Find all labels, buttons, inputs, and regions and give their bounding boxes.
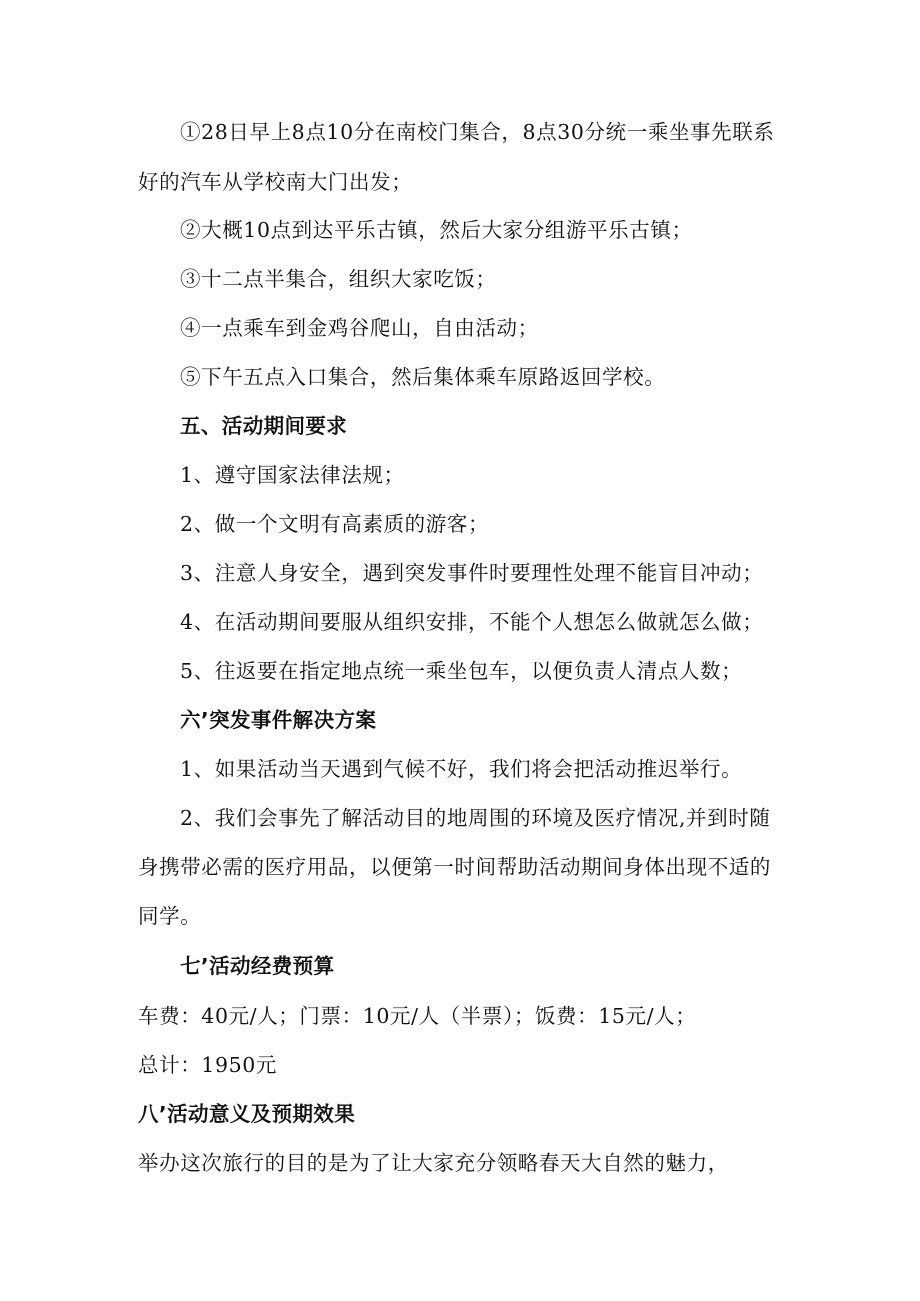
schedule-item-1: ①28日早上8点10分在南校门集合，8点30分统一乘坐事先联系 (180, 120, 775, 144)
schedule-item-5: ⑤下午五点入口集合，然后集体乘车原路返回学校。 (180, 365, 666, 389)
schedule-item-3: ③十二点半集合，组织大家吃饭； (180, 267, 497, 291)
requirement-4: 4、在活动期间要服从组织安排，不能个人想怎么做就怎么做； (180, 610, 764, 634)
section-heading-5: 五、活动期间要求 (180, 414, 348, 438)
solution-2: 2、我们会事先了解活动目的地周围的环境及医疗情况,并到时随 (180, 806, 771, 830)
requirement-5: 5、往返要在指定地点统一乘坐包车，以便负责人清点人数； (180, 659, 743, 683)
requirement-1: 1、遵守国家法律法规； (180, 463, 405, 487)
section-heading-7: 七’活动经费预算 (180, 954, 335, 978)
solution-2-end: 同学。 (138, 904, 202, 928)
schedule-item-1-continued: 好的汽车从学校南大门出发； (138, 170, 413, 194)
section-heading-6: 六’突发事件解决方案 (180, 708, 377, 732)
schedule-item-4: ④一点乘车到金鸡谷爬山，自由活动； (180, 316, 539, 340)
requirement-2: 2、做一个文明有高素质的游客； (180, 512, 490, 536)
section-heading-8: 八’活动意义及预期效果 (138, 1102, 356, 1126)
schedule-item-2: ②大概10点到达平乐古镇，然后大家分组游平乐古镇； (180, 218, 693, 242)
budget-total: 总计：1950元 (138, 1053, 277, 1077)
requirement-3: 3、注意人身安全，遇到突发事件时要理性处理不能盲目冲动； (180, 561, 764, 585)
significance-paragraph: 举办这次旅行的目的是为了让大家充分领略春天大自然的魅力， (138, 1151, 729, 1175)
solution-1: 1、如果活动当天遇到气候不好，我们将会把活动推迟举行。 (180, 757, 743, 781)
solution-2-continued: 身携带必需的医疗用品，以便第一时间帮助活动期间身体出现不适的 (138, 855, 771, 879)
budget-items: 车费：40元/人；门票：10元/人（半票）；饭费：15元/人； (138, 1004, 697, 1028)
